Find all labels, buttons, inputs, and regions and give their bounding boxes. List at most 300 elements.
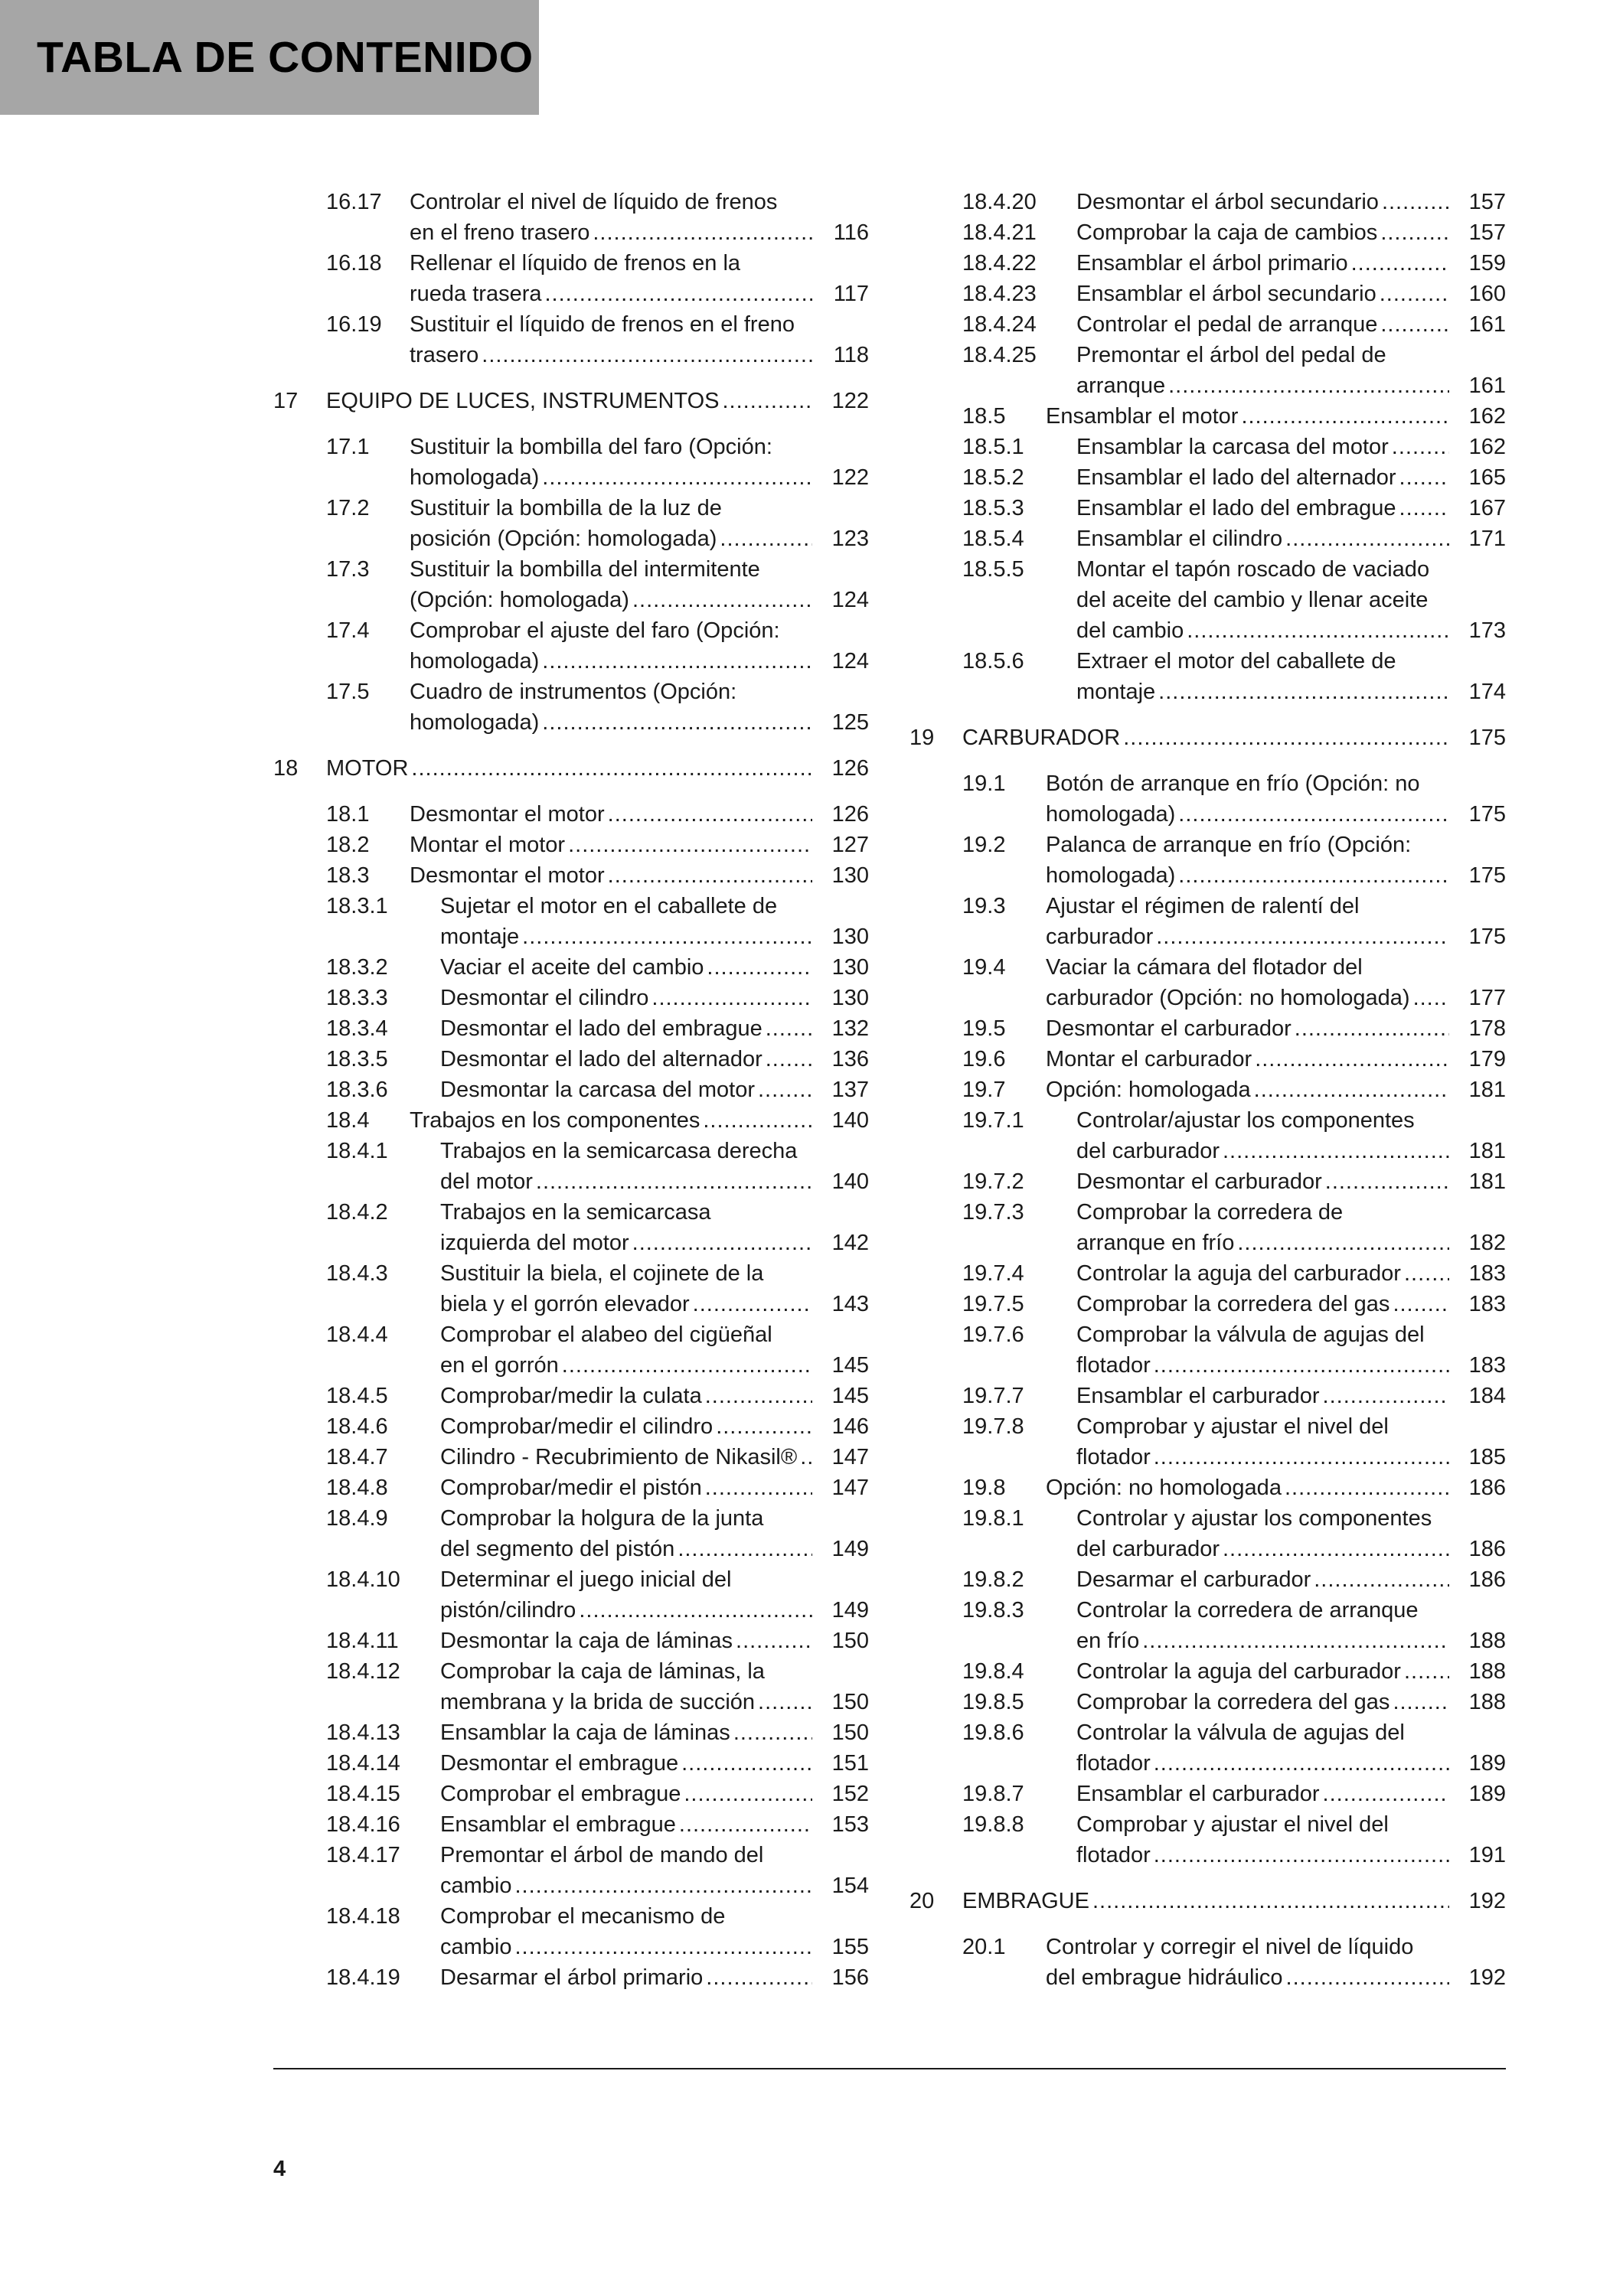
toc-entry-number: 20 [909,1889,935,1913]
toc-entry-page: 122 [831,465,869,490]
toc-entry-title: MOTOR [326,756,409,781]
dot-leader [1380,217,1449,248]
toc-entry[interactable] [273,1962,869,1993]
toc-entry[interactable] [273,1044,869,1075]
footer-divider [273,2068,1506,2069]
toc-entry-number: 19.4 [962,955,1006,980]
toc-entry-title: del aceite del cambio y llenar aceite [1076,588,1429,612]
toc-entry[interactable] [273,891,869,952]
toc-entry[interactable] [909,1411,1506,1473]
toc-entry[interactable] [909,340,1506,401]
toc-entry-number: 18.4.13 [326,1720,400,1745]
dot-leader [1255,1044,1449,1075]
toc-entry-title: Sustituir la bombilla de la luz de [410,496,722,520]
toc-entry-number: 16.18 [326,251,382,276]
dot-leader [515,1870,813,1901]
dot-leader [693,1289,812,1319]
toc-entry[interactable] [273,1901,869,1962]
toc-entry[interactable] [273,1779,869,1809]
toc-entry-title: Ensamblar el carburador [1076,1384,1320,1408]
toc-entry-page: 181 [1468,1169,1506,1194]
toc-entry[interactable] [273,1442,869,1473]
dot-leader [705,1381,812,1411]
toc-entry-number: 19.6 [962,1047,1006,1071]
toc-entry-page: 189 [1468,1782,1506,1806]
toc-entry-page: 181 [1468,1078,1506,1102]
dot-leader [1223,1534,1449,1564]
dot-leader [1237,1228,1449,1258]
toc-entry[interactable] [273,1717,869,1748]
dot-leader [1285,523,1449,554]
toc-entry-number: 18.5.3 [962,496,1024,520]
toc-entry-page: 142 [831,1231,869,1255]
toc-entry[interactable] [909,1381,1506,1411]
section-spacer [909,1870,1506,1886]
toc-entry-title: flotador [1076,1751,1151,1776]
toc-entry[interactable] [909,1809,1506,1870]
toc-entry-page: 153 [831,1812,869,1837]
dot-leader [1223,1136,1449,1166]
toc-entry-number: 19.7.7 [962,1384,1024,1408]
dot-leader [706,1962,812,1993]
dot-leader [1382,187,1449,217]
toc-entry-number: 18.4.9 [326,1506,388,1531]
toc-entry[interactable] [909,1013,1506,1044]
dot-leader [579,1595,812,1626]
toc-entry-title: Montar el carburador [1046,1047,1252,1071]
toc-entry-page: 188 [1468,1659,1506,1684]
dot-leader [1323,1381,1449,1411]
dot-leader [1092,1886,1449,1916]
toc-entry-number: 18.4.7 [326,1445,388,1469]
toc-entry-title: Vaciar la cámara del flotador del [1046,955,1363,980]
toc-entry-title: Palanca de arranque en frío (Opción: [1046,833,1412,857]
toc-entry-title: Premontar el árbol del pedal de [1076,343,1386,367]
toc-entry-number: 19.8.1 [962,1506,1024,1531]
toc-entry-number: 18.5 [962,404,1006,429]
dot-leader [542,707,812,738]
toc-entry-number: 18.4.20 [962,190,1037,214]
toc-entry[interactable] [909,1319,1506,1381]
toc-entry-title: Desarmar el árbol primario [440,1965,704,1990]
toc-entry-page: 179 [1468,1047,1506,1071]
toc-entry-title: Opción: homologada [1046,1078,1251,1102]
toc-entry[interactable] [273,1105,869,1136]
toc-entry-page: 149 [831,1537,869,1561]
toc-entry-number: 19.7 [962,1078,1006,1102]
toc-entry-page: 159 [1468,251,1506,276]
toc-entry-number: 17.3 [326,557,370,582]
page-title: TABLA DE CONTENIDO [37,33,534,82]
toc-entry-title: Sujetar el motor en el caballete de [440,894,778,918]
toc-entry-title: Comprobar la corredera del gas [1076,1292,1390,1316]
toc-entry[interactable] [909,1564,1506,1595]
toc-entry[interactable] [273,1840,869,1901]
toc-entry-title: Montar el motor [410,833,566,857]
toc-entry[interactable] [273,860,869,891]
toc-entry[interactable] [273,554,869,615]
toc-entry[interactable] [909,1473,1506,1503]
toc-entry-page: 123 [831,527,869,551]
dot-leader [608,799,812,830]
toc-entry-title: del motor [440,1169,533,1194]
dot-leader [568,830,812,860]
toc-column-left [273,187,869,1993]
toc-entry[interactable] [909,1289,1506,1319]
toc-entry[interactable] [273,1013,869,1044]
toc-entry-page: 140 [831,1108,869,1133]
toc-entry[interactable] [273,1075,869,1105]
toc-entry-title: Comprobar/medir la culata [440,1384,702,1408]
toc-entry-number: 19.8.8 [962,1812,1024,1837]
dot-leader [1154,1748,1449,1779]
dot-leader [522,921,812,952]
toc-entry[interactable] [273,432,869,493]
toc-entry-number: 19.8.5 [962,1690,1024,1714]
toc-entry-title: del carburador [1076,1139,1220,1163]
toc-entry[interactable] [273,983,869,1013]
dot-leader [1295,1013,1449,1044]
toc-entry[interactable] [909,1932,1506,1993]
toc-entry[interactable] [909,432,1506,462]
toc-entry-title: Controlar la aguja del carburador [1076,1659,1401,1684]
toc-entry[interactable] [909,493,1506,523]
toc-entry-page: 183 [1468,1353,1506,1378]
dot-leader [1323,1779,1449,1809]
toc-entry[interactable] [273,1656,869,1717]
toc-entry-number: 19.5 [962,1016,1006,1041]
toc-entry[interactable] [273,1503,869,1564]
dot-leader [716,1411,812,1442]
toc-entry-page: 186 [1468,1476,1506,1500]
dot-leader [1404,1258,1449,1289]
toc-entry-title: Sustituir la bombilla del faro (Opción: [410,435,772,459]
toc-entry[interactable] [909,554,1506,646]
dot-leader [736,1626,812,1656]
toc-entry[interactable] [273,799,869,830]
toc-entry-number: 18.5.5 [962,557,1024,582]
toc-entry-page: 178 [1468,1016,1506,1041]
toc-entry-page: 117 [833,282,869,306]
toc-entry-title: Ensamblar el lado del embrague [1076,496,1396,520]
toc-entry-number: 18.3.1 [326,894,388,918]
dot-leader [632,1228,812,1258]
toc-entry[interactable] [273,309,869,370]
toc-entry-title: Montar el tapón roscado de vaciado [1076,557,1430,582]
toc-entry-number: 18.4 [326,1108,370,1133]
toc-entry-title: EQUIPO DE LUCES, INSTRUMENTOS [326,389,720,413]
toc-chapter-entry[interactable] [909,1886,1506,1916]
toc-entry-page: 132 [831,1016,869,1041]
toc-entry-title: Comprobar el embrague [440,1782,681,1806]
toc-entry[interactable] [273,677,869,738]
toc-entry-number: 16.19 [326,312,382,337]
toc-entry-number: 18.4.3 [326,1261,388,1286]
toc-entry[interactable] [909,1595,1506,1656]
toc-entry-title: Comprobar el alabeo del cigüeñal [440,1322,772,1347]
dot-leader [515,1932,813,1962]
toc-entry-title: montaje [440,925,520,949]
toc-entry-page: 175 [1468,863,1506,888]
toc-entry-number: 18.2 [326,833,370,857]
toc-entry-title: flotador [1076,1445,1151,1469]
toc-entry-page: 167 [1468,496,1506,520]
toc-entry-number: 18.4.2 [326,1200,388,1225]
toc-entry-page: 137 [831,1078,869,1102]
toc-entry-number: 18.4.22 [962,251,1037,276]
toc-entry-title: membrana y la brida de succión [440,1690,756,1714]
toc-entry[interactable] [909,309,1506,340]
toc-entry[interactable] [273,187,869,248]
toc-entry-page: 162 [1468,404,1506,429]
dot-leader [1154,1350,1449,1381]
toc-entry-title: Trabajos en la semicarcasa [440,1200,711,1225]
toc-entry-title: Desmontar el carburador [1046,1016,1292,1041]
dot-leader [681,1748,812,1779]
toc-entry-title: Controlar y ajustar los componentes [1076,1506,1432,1531]
toc-entry[interactable] [909,1687,1506,1717]
toc-entry-page: 192 [1468,1965,1506,1990]
toc-entry[interactable] [909,646,1506,707]
toc-entry-title: Sustituir la bombilla del intermitente [410,557,760,582]
toc-entry[interactable] [909,523,1506,554]
toc-entry-title: Comprobar la válvula de agujas del [1076,1322,1425,1347]
toc-chapter-entry[interactable] [909,722,1506,753]
toc-entry-number: 18.4.6 [326,1414,388,1439]
toc-entry[interactable] [909,1656,1506,1687]
toc-entry[interactable] [273,1748,869,1779]
section-spacer [273,784,869,799]
dot-leader [545,279,813,309]
toc-entry-number: 18.4.4 [326,1322,388,1347]
dot-leader [679,1809,812,1840]
dot-leader [411,753,812,784]
dot-leader [1187,615,1449,646]
toc-entry-title: montaje [1076,680,1156,704]
toc-entry[interactable] [273,615,869,677]
toc-entry-title: Desmontar el árbol secundario [1076,190,1379,214]
toc-chapter-entry[interactable] [273,753,869,784]
toc-entry-page: 124 [831,588,869,612]
toc-entry-number: 19.8.3 [962,1598,1024,1623]
toc-entry[interactable] [273,1809,869,1840]
toc-entry[interactable] [273,1411,869,1442]
toc-entry-title: Desmontar el motor [410,863,605,888]
toc-entry-page: 124 [831,649,869,673]
toc-entry-number: 17 [273,389,299,413]
dot-leader [1285,1473,1449,1503]
toc-entry-title: homologada) [410,465,540,490]
dot-leader [632,585,812,615]
section-spacer [273,416,869,432]
toc-entry-number: 17.5 [326,680,370,704]
toc-entry-number: 19.8.4 [962,1659,1024,1684]
toc-entry[interactable] [909,952,1506,1013]
toc-entry-page: 145 [831,1384,869,1408]
toc-entry[interactable] [909,891,1506,952]
toc-entry-title: Extraer el motor del caballete de [1076,649,1396,673]
toc-entry[interactable] [909,1258,1506,1289]
toc-entry[interactable] [909,1779,1506,1809]
toc-entry-number: 19.7.6 [962,1322,1024,1347]
toc-entry-page: 125 [831,710,869,735]
toc-entry-title: Desmontar el lado del alternador [440,1047,763,1071]
toc-entry[interactable] [909,1166,1506,1197]
toc-entry-number: 18.4.25 [962,343,1037,367]
toc-entry[interactable] [909,217,1506,248]
dot-leader [1168,370,1449,401]
toc-entry-number: 19.1 [962,771,1006,796]
dot-leader [758,1075,812,1105]
toc-entry-title: Ensamblar el motor [1046,404,1239,429]
dot-leader [482,340,812,370]
toc-entry[interactable] [909,768,1506,830]
toc-entry-title: del carburador [1076,1537,1220,1561]
toc-entry-title: biela y el gorrón elevador [440,1292,690,1316]
dot-leader [1392,432,1449,462]
toc-entry-number: 19.7.8 [962,1414,1024,1439]
toc-entry-title: homologada) [1046,863,1176,888]
dot-leader [800,1442,812,1473]
toc-entry-title: del segmento del pistón [440,1537,675,1561]
toc-entry[interactable] [273,1564,869,1626]
toc-entry-number: 18.3.6 [326,1078,388,1102]
toc-entry-page: 130 [831,955,869,980]
toc-entry-page: 140 [831,1169,869,1194]
toc-entry-number: 18.5.4 [962,527,1024,551]
toc-entry[interactable] [273,248,869,309]
dot-leader [1404,1656,1449,1687]
toc-entry-title: Desmontar el motor [410,802,605,827]
toc-entry-page: 175 [1468,726,1506,750]
toc-entry[interactable] [273,1136,869,1197]
toc-entry[interactable] [273,1197,869,1258]
dot-leader [536,1166,812,1197]
dot-leader [720,523,812,554]
toc-entry-title: del embrague hidráulico [1046,1965,1283,1990]
toc-entry[interactable] [273,1626,869,1656]
toc-entry-page: 126 [831,802,869,827]
toc-entry[interactable] [273,493,869,554]
page-number: 4 [273,2157,286,2181]
toc-entry-number: 19.3 [962,894,1006,918]
toc-entry-title: Controlar la válvula de agujas del [1076,1720,1405,1745]
toc-entry-title: izquierda del motor [440,1231,629,1255]
toc-entry-number: 18.4.17 [326,1843,400,1867]
toc-entry-title: Rellenar el líquido de frenos en la [410,251,741,276]
toc-entry-title: Desarmar el carburador [1076,1567,1311,1592]
toc-entry-page: 177 [1468,986,1506,1010]
toc-entry[interactable] [909,1717,1506,1779]
toc-entry-page: 126 [831,756,869,781]
dot-leader [1254,1075,1449,1105]
toc-entry-title: Comprobar la corredera de [1076,1200,1344,1225]
toc-entry-title: flotador [1076,1843,1151,1867]
toc-entry[interactable] [273,1473,869,1503]
toc-entry-page: 188 [1468,1690,1506,1714]
toc-entry-page: 116 [833,220,869,245]
toc-entry-title: Desmontar el embrague [440,1751,679,1776]
toc-entry-title: Ensamblar el árbol primario [1076,251,1348,276]
toc-entry-title: Controlar el nivel de líquido de frenos [410,190,778,214]
toc-entry[interactable] [909,1044,1506,1075]
dot-leader [733,1717,812,1748]
toc-entry[interactable] [273,1381,869,1411]
toc-entry-number: 18.4.1 [326,1139,388,1163]
toc-entry[interactable] [909,248,1506,279]
toc-entry[interactable] [909,1075,1506,1105]
toc-entry-number: 18.4.11 [326,1629,399,1653]
toc-entry[interactable] [909,401,1506,432]
toc-entry-title: Opción: no homologada [1046,1476,1282,1500]
toc-entry-page: 151 [831,1751,869,1776]
toc-entry-title: cambio [440,1935,512,1959]
toc-entry-number: 18.4.23 [962,282,1037,306]
dot-leader [1178,860,1449,891]
toc-entry-page: 127 [831,833,869,857]
toc-entry-page: 189 [1468,1751,1506,1776]
toc-entry-title: rueda trasera [410,282,542,306]
toc-entry-title: Cilindro - Recubrimiento de Nikasil® [440,1445,798,1469]
toc-entry-title: Ensamblar el carburador [1076,1782,1320,1806]
toc-entry-number: 19.7.4 [962,1261,1024,1286]
toc-entry[interactable] [273,830,869,860]
dot-leader [723,386,813,416]
toc-chapter-entry[interactable] [273,386,869,416]
dot-leader [1413,983,1449,1013]
toc-entry[interactable] [909,1197,1506,1258]
toc-entry[interactable] [909,187,1506,217]
toc-entry-number: 18.4.8 [326,1476,388,1500]
toc-entry-title: Controlar la corredera de arranque [1076,1598,1419,1623]
toc-entry[interactable] [909,830,1506,891]
toc-entry[interactable] [909,279,1506,309]
toc-entry[interactable] [273,1258,869,1319]
toc-entry-title: Trabajos en la semicarcasa derecha [440,1139,798,1163]
toc-entry-number: 19.8 [962,1476,1006,1500]
toc-entry[interactable] [273,952,869,983]
section-spacer [909,753,1506,768]
toc-entry-title: arranque en frío [1076,1231,1235,1255]
toc-entry[interactable] [273,1319,869,1381]
toc-entry-page: 118 [833,343,869,367]
toc-entry-title: Controlar/ajustar los componentes [1076,1108,1415,1133]
toc-entry-page: 150 [831,1720,869,1745]
toc-entry-page: 136 [831,1047,869,1071]
toc-entry-number: 19.7.5 [962,1292,1024,1316]
toc-entry-page: 149 [831,1598,869,1623]
toc-entry-number: 18.4.10 [326,1567,400,1592]
toc-entry[interactable] [909,462,1506,493]
toc-entry[interactable] [909,1105,1506,1166]
toc-entry-number: 18.4.5 [326,1384,388,1408]
toc-entry[interactable] [909,1503,1506,1564]
dot-leader [703,1105,812,1136]
toc-entry-page: 192 [1468,1889,1506,1913]
dot-leader [766,1044,812,1075]
section-spacer [273,370,869,386]
toc-entry-number: 18.1 [326,802,370,827]
toc-entry-number: 18.4.18 [326,1904,400,1929]
toc-entry-number: 18.3.4 [326,1016,388,1041]
toc-entry-title: (Opción: homologada) [410,588,629,612]
toc-entry-page: 186 [1468,1567,1506,1592]
toc-entry-title: del cambio [1076,618,1184,643]
toc-entry-number: 17.4 [326,618,370,643]
toc-entry-page: 188 [1468,1629,1506,1653]
toc-entry-title: pistón/cilindro [440,1598,576,1623]
toc-entry-page: 184 [1468,1384,1506,1408]
